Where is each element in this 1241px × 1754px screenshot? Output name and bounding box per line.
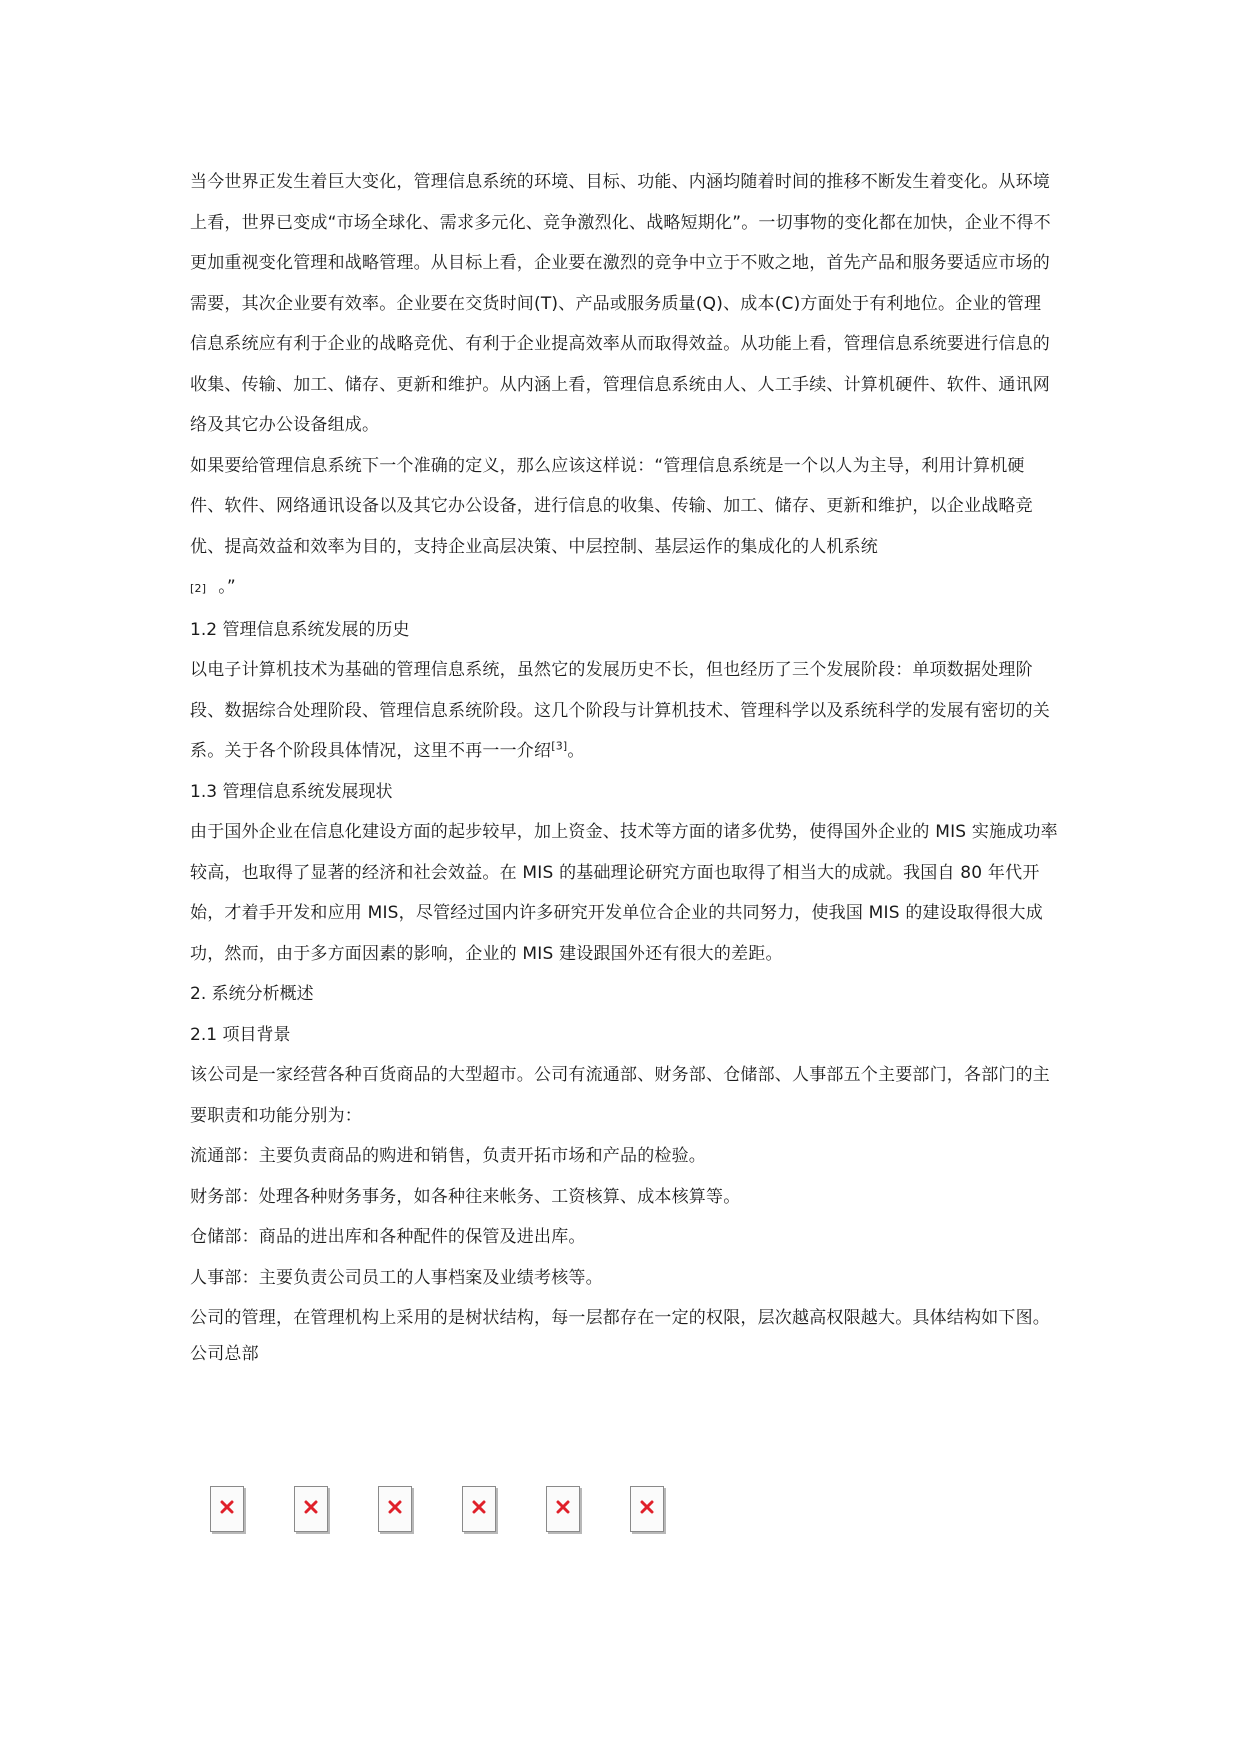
paragraph-mis-history xyxy=(190,650,1058,772)
history-end: 。 xyxy=(567,741,585,761)
paragraph-mis-environment: 当今世界正发生着巨大变化，管理信息系统的环境、目标、功能、内涵均随着时间的推移不断发生着变化。从环境上看，世界已变成“市场全球化、需求多元化、竞争激烈化、战略短期化”。一切事物的变化都在加快，企业不得不更加重视变化管理和战略管理。从目标上看，企业要在激烈的竞争中立于不败之地，首先产品和服务要适应市场的需要，其次企业要有效率。企业要在交货时间(T)、产品或服务质量(Q)、成本(C)方面处于有利地位。企业的管理信息系统应有利于企业的战略竞优、有利于企业提高效率从而取得效益。从功能上看，管理信息系统要进行信息的收集、传输、加工、储存、更新和维护。从内涵上看，管理信息系统由人、人工手续、计算机硬件、软件、通讯网络及其它办公设备组成。 xyxy=(190,172,1051,435)
heading-1-2: 1.2 管理信息系统发展的历史 xyxy=(190,619,410,640)
org-chart-images xyxy=(210,1486,690,1536)
broken-image-icon xyxy=(462,1486,496,1532)
paragraph-company-intro: 该公司是一家经营各种百货商品的大型超市。公司有流通部、财务部、仓储部、人事部五个主要部门，各部门的主要职责和功能分别为： xyxy=(190,1065,1050,1126)
broken-image-icon xyxy=(210,1486,244,1532)
paragraph-finance-dept: 财务部：处理各种财务事务，如各种往来帐务、工资核算、成本核算等。 xyxy=(190,1186,741,1207)
definition-end: 。” xyxy=(218,577,236,597)
heading-1-3: 1.3 管理信息系统发展现状 xyxy=(190,781,393,802)
broken-image-icon xyxy=(546,1486,580,1532)
paragraph-hr-dept: 人事部：主要负责公司员工的人事档案及业绩考核等。 xyxy=(190,1267,603,1288)
broken-image-icon xyxy=(378,1486,412,1532)
document-body xyxy=(190,162,1058,1369)
citation-3: [3] xyxy=(551,739,568,753)
paragraph-warehouse-dept: 仓储部：商品的进出库和各种配件的保管及进出库。 xyxy=(190,1227,586,1247)
citation-2: [2] xyxy=(190,582,207,595)
paragraph-mis-status: 由于国外企业在信息化建设方面的起步较早，加上资金、技术等方面的诸多优势，使得国外企业的 MIS 实施成功率较高，也取得了显著的经济和社会效益。在 MIS 的基础理论研究方面也取得了相当大的成就。我国自 80 年代开始，才着手开发和应用 MIS，尽管经过国内许多研究开发单位合企业的共同努力，使我国 MIS 的建设取得很大成功，然而，由于多方面因素的影响，企业的 MIS 建设跟国外还有很大的差距。 xyxy=(190,822,1058,964)
broken-image-icon xyxy=(630,1486,664,1532)
heading-2-1: 2.1 项目背景 xyxy=(190,1024,291,1045)
history-text: 以电子计算机技术为基础的管理信息系统，虽然它的发展历史不长，但也经历了三个发展阶段：单项数据处理阶段、数据综合处理阶段、管理信息系统阶段。这几个阶段与计算机技术、管理科学以及系统科学的发展有密切的关系。关于各个阶段具体情况，这里不再一一介绍 xyxy=(190,660,1050,761)
paragraph-management-structure: 公司的管理，在管理机构上采用的是树状结构，每一层都存在一定的权限，层次越高权限越大。具体结构如下图。 xyxy=(190,1308,1050,1328)
org-chart-root-label: 公司总部 xyxy=(190,1343,259,1364)
paragraph-circulation-dept: 流通部：主要负责商品的购进和销售，负责开拓市场和产品的检验。 xyxy=(190,1146,706,1166)
definition-text: 如果要给管理信息系统下一个准确的定义，那么应该这样说：“管理信息系统是一个以人为主导，利用计算机硬件、软件、网络通讯设备以及其它办公设备，进行信息的收集、传输、加工、储存、更新和维护，以企业战略竞优、提高效益和效率为目的，支持企业高层决策、中层控制、基层运作的集成化的人机系统 xyxy=(190,455,1033,557)
paragraph-mis-definition xyxy=(190,446,1058,610)
broken-image-icon xyxy=(294,1486,328,1532)
heading-2: 2. 系统分析概述 xyxy=(190,984,314,1004)
